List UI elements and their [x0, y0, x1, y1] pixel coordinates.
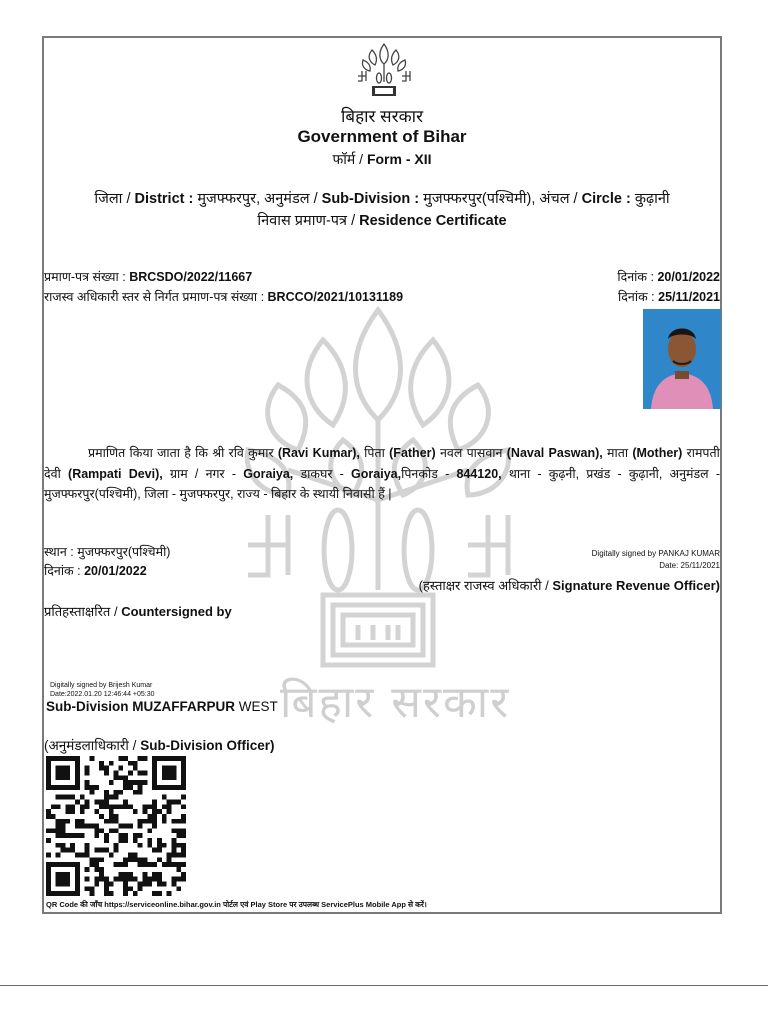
digital-signature-sdo: Digitally signed by Brijesh Kumar Date:2022.01.20 12:46:44 +05:30: [50, 682, 155, 698]
page-divider: [0, 985, 768, 986]
certificate-title: निवास प्रमाण-पत्र / Residence Certificate: [257, 213, 507, 229]
digital-signature-revenue-officer: Digitally signed by PANKAJ KUMAR Date: 25/11/2021: [591, 549, 720, 570]
revenue-certificate-number: राजस्व अधिकारी स्तर से निर्गत प्रमाण-पत्र संख्या : BRCCO/2021/10131189: [44, 290, 404, 304]
certificate-number: प्रमाण-पत्र संख्या : BRCSDO/2022/11667: [44, 270, 253, 284]
certificate-date: दिनांक : 20/01/2022: [617, 270, 720, 284]
watermark-emblem: [228, 290, 528, 730]
bihar-emblem-icon: [352, 40, 416, 102]
issue-date-line: दिनांक : 20/01/2022: [44, 564, 147, 578]
applicant-photo: [643, 309, 721, 409]
certification-statement: प्रमाणित किया जाता है कि श्री रवि कुमार (Ravi Kumar), पिता (Father) नवल पासवान (Naval Paswan), माता (Mother) रामपती देवी (Rampati Devi), ग्राम / नगर - Goraiya, डाकघर - Goraiya,पिनकोड - 844120, थाना - कुढ़नी, प्रखंड - कुढ़ानी, अनुमंडल - मुजफ्फरपुर(पश्चिमी), जिला - मुजफ्फरपुर, राज्य - बिहार के स्थायी निवासी हैं |: [44, 446, 721, 501]
revenue-certificate-date: दिनांक : 25/11/2021: [618, 290, 720, 304]
qr-code: [46, 756, 186, 896]
state-name-hindi: बिहार सरकार: [340, 107, 424, 126]
qr-verification-note: QR Code की जाँच https://serviceonline.bihar.gov.in पोर्टल एवं Play Store पर उपलब्ध ServicePlus Mobile App से करें।: [46, 900, 427, 909]
subdivision-name: Sub-Division MUZAFFARPUR WEST: [46, 699, 278, 714]
revenue-officer-signature-label: (हस्ताक्षर राजस्व अधिकारी / Signature Revenue Officer): [418, 578, 720, 593]
sdo-label: (अनुमंडलाधिकारी / Sub-Division Officer): [44, 738, 275, 753]
district-line: जिला / District : मुजफ्फरपुर, अनुमंडल / Sub-Division : मुजफ्फरपुर(पश्चिमी), अंचल / Circle : कुढ़ानी: [94, 191, 670, 207]
watermark-text: बिहार सरकार: [280, 677, 511, 728]
place-line: स्थान : मुजफ्फरपुर(पश्चिमी): [44, 545, 171, 559]
countersigned-label: प्रतिहस्ताक्षरित / Countersigned by: [44, 604, 232, 619]
state-name-english: Government of Bihar: [297, 127, 467, 146]
form-number: फॉर्म / Form - XII: [332, 151, 432, 167]
